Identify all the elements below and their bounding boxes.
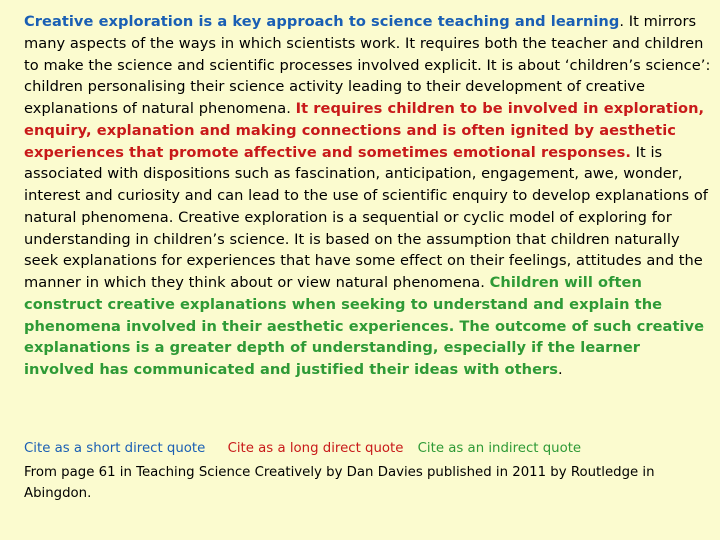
cite-long-direct-quote-link[interactable]: Cite as a long direct quote (227, 441, 404, 456)
highlight-red-quote: It requires children to be involved in exploration, enquiry, explanation and making connections and is often ignited by aesthetic experiences that promote affective and sometimes emotional responses. (24, 100, 705, 161)
passage-text (24, 11, 714, 381)
citation-links (24, 438, 581, 460)
passage-segment-1: . It mirrors many aspects of the ways in which scientists work. It requires both the teacher and children to make the science and scientific processes involved explicit. It is about ‘children’s science’: children personalising their science activity leading to their development of creative explanations of natural phenomena. (24, 13, 711, 117)
cite-short-direct-quote-link[interactable]: Cite as a short direct quote (24, 441, 206, 456)
highlight-blue-intro: Creative exploration is a key approach to science teaching and learning (24, 13, 620, 30)
source-citation: From page 61 in Teaching Science Creatively by Dan Davies published in 2011 by Routledge in Abingdon. (24, 465, 655, 501)
passage-end: . (558, 361, 563, 378)
cite-indirect-quote-link[interactable]: Cite as an indirect quote (417, 441, 582, 456)
highlight-green-quote: Children will often construct creative explanations when seeking to understand and explain the phenomena involved in their aesthetic experiences. The outcome of such creative explanations is a greater depth of understanding, especially if the learner involved has communicated and justified their ideas with others (24, 274, 705, 378)
passage-segment-2: It is associated with dispositions such as fascination, anticipation, engagement, awe, wonder, interest and curiosity and can lead to the use of scientific enquiry to develop explanations of natural phenomena. Creative exploration is a sequential or cyclic model of exploring for understanding in children’s science. It is based on the assumption that children naturally seek explanations for experiences that have some effect on their feelings, attitudes and the manner in which they think about or view natural phenomena. (24, 143, 708, 291)
